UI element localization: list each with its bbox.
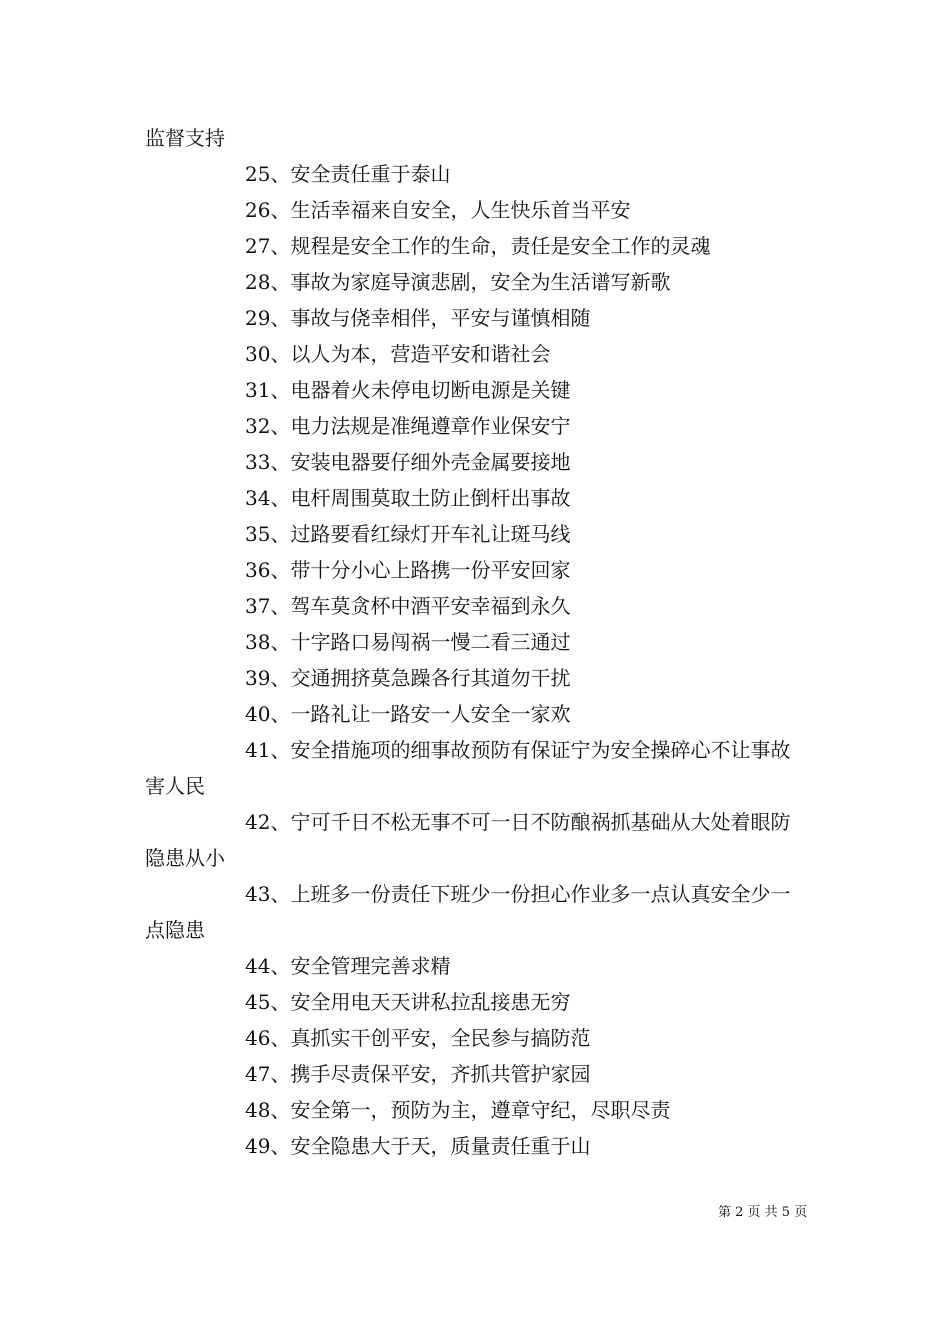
list-item: 29、事故与侥幸相伴，平安与谨慎相随: [245, 306, 591, 330]
list-item: 46、真抓实干创平安，全民参与搞防范: [245, 1026, 591, 1050]
list-item: 41、安全措施项的细事故预防有保证宁为安全操碎心不让事故害人民: [145, 738, 791, 798]
continuation-text: 监督支持: [145, 126, 225, 150]
page-number-footer: 第 2 页 共 5 页: [718, 1205, 808, 1220]
list-item: 25、安全责任重于泰山: [245, 162, 451, 186]
list-item: 45、安全用电天天讲私拉乱接患无穷: [245, 990, 571, 1014]
list-item: 38、十字路口易闯祸一慢二看三通过: [245, 630, 571, 654]
list-item: 30、以人为本，营造平安和谐社会: [245, 342, 551, 366]
list-item: 28、事故为家庭导演悲剧，安全为生活谱写新歌: [245, 270, 671, 294]
list-item: 33、安装电器要仔细外壳金属要接地: [245, 450, 571, 474]
list-item: 35、过路要看红绿灯开车礼让斑马线: [245, 522, 571, 546]
list-item: 34、电杆周围莫取土防止倒杆出事故: [245, 486, 571, 510]
list-item: 42、宁可千日不松无事不可一日不防酿祸抓基础从大处着眼防隐患从小: [145, 810, 791, 870]
list-item: 32、电力法规是准绳遵章作业保安宁: [245, 414, 571, 438]
list-item: 26、生活幸福来自安全，人生快乐首当平安: [245, 198, 631, 222]
document-body: [145, 120, 810, 1164]
list-item: 39、交通拥挤莫急躁各行其道勿干扰: [245, 666, 571, 690]
list-item: 36、带十分小心上路携一份平安回家: [245, 558, 571, 582]
list-item: 49、安全隐患大于天，质量责任重于山: [245, 1134, 591, 1158]
list-item: 48、安全第一，预防为主，遵章守纪，尽职尽责: [245, 1098, 671, 1122]
list-item: 44、安全管理完善求精: [245, 954, 451, 978]
list-item: 27、规程是安全工作的生命，责任是安全工作的灵魂: [245, 234, 711, 258]
list-item: 43、上班多一份责任下班少一份担心作业多一点认真安全少一点隐患: [145, 882, 791, 942]
list-item: 37、驾车莫贪杯中酒平安幸福到永久: [245, 594, 571, 618]
list-item: 31、电器着火未停电切断电源是关键: [245, 378, 571, 402]
list-item: 40、一路礼让一路安一人安全一家欢: [245, 702, 571, 726]
list-item: 47、携手尽责保平安，齐抓共管护家园: [245, 1062, 591, 1086]
